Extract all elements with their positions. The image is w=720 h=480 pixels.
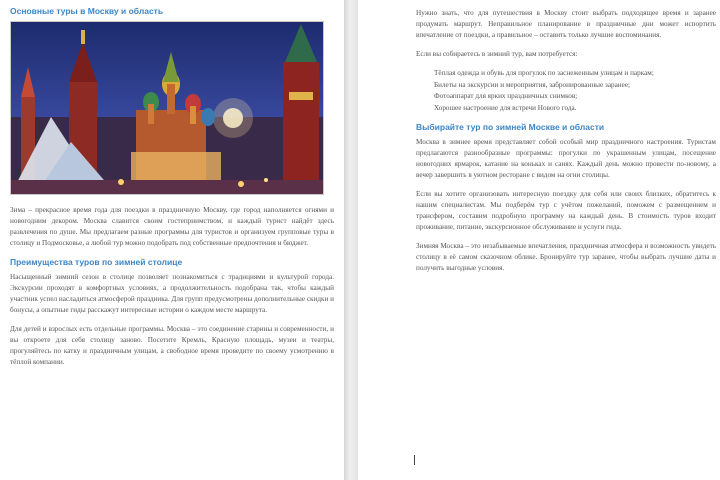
right-page [358,0,720,480]
page-gutter [344,0,358,480]
text-cursor[interactable] [414,455,415,465]
closing-paragraph: Для детей и взрослых есть отдельные программы. Москва – это соединение старины и современности, и вы откроете для себя столицу заново. Посетите Кремль, Красную площадь, музеи и театры, прогуляйтесь по катку и праздничным улицам, а свободное время проведите по своему усмотрению в тёплой компании. [10,325,334,366]
section-heading-benefits: Преимущества туров по зимней столице [10,257,183,267]
intro-paragraph: Зима – прекрасное время года для поездки в праздничную Москву, где город наполняется огнями и новогодним декором. Москва славится своим гостеприимством, и каждый турист найдёт здесь развлечения по душе. Мы предлагаем разные программы для туристов и организуем групповые туры в столицу и Подмосковье, а любой тур можно подобрать под собственные предпочтения и бюджет. [10,206,334,247]
paragraph-two: Если вы хотите организовать интересную поездку для себя или своих близких, обратитесь к нашим специалистам. Мы подберём тур с учётом пожеланий, поможем с размещением и трансфером, составим подробную программу на каждый день. В стоимость туров входит проживание, питание, экскурсионное обслуживание и услуги гида. [416,190,716,231]
top-paragraph: Нужно знать, что для путешествия в Москву стоит выбрать подходящее время и заранее продумать маршрут. Неправильное планирование в праздничные дни может испортить впечатление от поездки, а правильное – оставить только лучшие воспоминания. [416,9,716,39]
requirements-list [416,68,716,114]
list-item: • Хорошее настроение для встречи Нового года. [434,103,716,115]
kremlin-photo-illustration [11,22,323,194]
list-item: • Фотоаппарат для ярких праздничных снимков; [434,91,716,103]
list-intro: Если вы собираетесь в зимний тур, вам потребуется: [416,50,578,58]
list-item: • Тёплая одежда и обувь для прогулок по заснеженным улицам и паркам; [434,68,716,80]
kremlin-photo [10,21,324,195]
list-item: • Билеты на экскурсии и мероприятия, забронированные заранее; [434,80,716,92]
benefits-paragraph: Насыщенный зимний сезон в столице позволяет познакомиться с традициями и культурой города. Экскурсии проходят в комфортных условиях, а продолжительность подобрана так, чтобы каждый участник успел насладиться атмосферой праздника. Для групп предусмотрены дополнительные скидки и бонусы, а опытные гиды расскажут интересные истории о каждом месте маршрута. [10,273,334,314]
page-title: Основные туры в Москву и область [10,6,164,16]
paragraph-three: Зимняя Москва – это незабываемые впечатления, праздничная атмосфера и возможность увидеть столицу в её самом сказочном облике. Бронируйте тур заранее, чтобы выбрать лучшие даты и получить выгодные условия. [416,242,716,272]
paragraph-one: Москва в зимнее время представляет собой особый мир праздничного настроения. Туристам предлагаются разнообразные программы: прогулки по украшенным улицам, посещение новогодних ярмарок, катание на коньках и санях. Каждый день можно провести по-новому, а вечер завершить в уютном ресторане с видом на огни столицы. [416,138,716,179]
left-page [0,0,344,480]
section-heading-choose-tour: Выбирайте тур по зимней Москве и области [416,122,605,132]
